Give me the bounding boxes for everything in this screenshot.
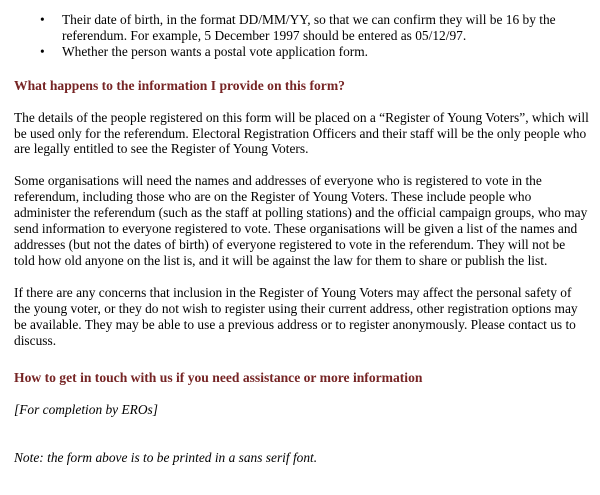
list-item: [14, 44, 589, 60]
list-item: [14, 12, 589, 44]
section-heading-information: What happens to the information I provide on this form?: [14, 77, 345, 93]
section-heading-contact: How to get in touch with us if you need assistance or more information: [14, 370, 423, 386]
bullet-icon: •: [40, 12, 45, 27]
ero-completion-placeholder: [For completion by EROs]: [14, 402, 158, 418]
bullet-list: [14, 12, 589, 60]
bullet-text-dob: Their date of birth, in the format DD/MM/YY, so that we can confirm they will be 16 by the referendum. For example, 5 December 1997 should be entered as 05/12/97.: [62, 12, 556, 43]
paragraph-organisations: Some organisations will need the names and addresses of everyone who is registered to vote in the referendum, including those who are on the Register of Young Voters. These include people who administer the referendum (such as the staff at polling stations) and the official campaign groups, who may send information to everyone registered to vote. These organisations will be given a list of the names and addresses (but not the dates of birth) of everyone registered to vote in the referendum. They will not be told how old anyone on the list is, and it will be against the law for them to share or publish the list.: [14, 173, 588, 268]
paragraph-register-details: The details of the people registered on this form will be placed on a “Register of Young Voters”, which will be used only for the referendum. Electoral Registration Officers and their staff will be the only people who are legally entitled to see the Register of Young Voters.: [14, 109, 589, 157]
bullet-text-postal-vote: Whether the person wants a postal vote application form.: [62, 43, 369, 59]
bullet-icon: •: [40, 43, 45, 59]
print-note: Note: the form above is to be printed in a sans serif font.: [14, 450, 318, 466]
paragraph-safety-concerns: If there are any concerns that inclusion in the Register of Young Voters may affect the personal safety of the young voter, or they do not wish to register using their current address, other registration options may be available. They may be able to use a previous address or to register anonymously. Please contact us to discuss.: [14, 284, 578, 348]
